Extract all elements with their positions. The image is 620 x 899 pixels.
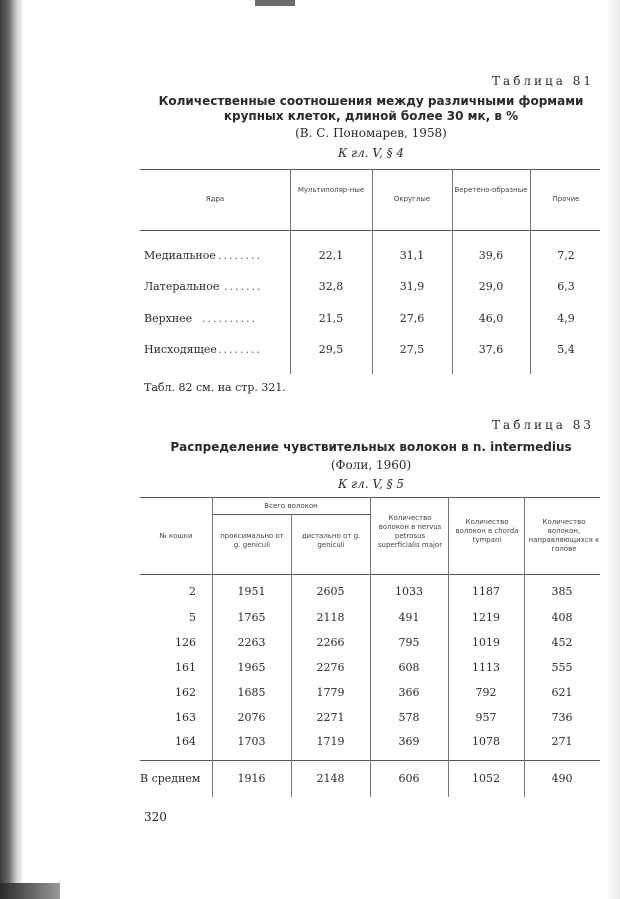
- table83-group-header: Всего волокон: [264, 502, 318, 510]
- table-cell: 32,8: [318, 280, 344, 293]
- table-cell: 2276: [316, 661, 345, 674]
- table-cell: 271: [551, 735, 573, 748]
- table-cell: 621: [551, 686, 573, 699]
- table-cell: 1685: [237, 686, 266, 699]
- scan-edge-left: [0, 0, 22, 899]
- table-cell: 491: [398, 611, 420, 624]
- table83-row-label: 161: [175, 661, 196, 674]
- table-cell: 7,2: [557, 249, 575, 262]
- table81-row-label: Медиальное: [144, 249, 216, 262]
- table-cell: 608: [398, 661, 420, 674]
- table-cell: 2076: [237, 711, 266, 724]
- table-cell: 1113: [472, 661, 500, 674]
- table-cell: 1052: [472, 772, 500, 785]
- table83-header-proximal: проксимально от g. geniculi: [220, 532, 284, 549]
- table-cell: 2263: [237, 636, 266, 649]
- table-cell: 1019: [472, 636, 500, 649]
- table81-col-divider: [290, 169, 291, 374]
- table-cell: 1033: [395, 585, 423, 598]
- table-cell: 22,1: [318, 249, 344, 262]
- leader-dots: ..........: [202, 312, 257, 325]
- table83-header-cat: № кошки: [159, 532, 193, 540]
- table81-title-line2: крупных клеток, длиной более 30 мк, в %: [223, 109, 519, 123]
- table83-number: Таблица 83: [492, 418, 594, 432]
- table-cell: 1219: [472, 611, 500, 624]
- table-cell: 1719: [316, 735, 345, 748]
- table-cell: 792: [475, 686, 497, 699]
- table-cell: 555: [551, 661, 573, 674]
- table-cell: 578: [398, 711, 420, 724]
- scan-edge-right: [606, 0, 620, 899]
- table82-reference-note: Табл. 82 см. на стр. 321.: [144, 381, 286, 394]
- table81-header-multipolar: Мультиполяр-ные: [297, 186, 365, 194]
- table83-header-chorda: Количество волокон в chorda tympani: [455, 518, 519, 544]
- table-cell: 1779: [316, 686, 345, 699]
- table83-row-label: 163: [175, 711, 196, 724]
- table81-header-other: Прочие: [552, 195, 580, 203]
- table-cell: 2266: [316, 636, 345, 649]
- table-cell: 46,0: [478, 312, 504, 325]
- table-cell: 957: [475, 711, 497, 724]
- table81-col-divider: [372, 169, 373, 374]
- scan-bottom-edge: [0, 883, 60, 899]
- table83-header-distal: дистально от g. geniculi: [301, 532, 361, 549]
- table-cell: 369: [398, 735, 420, 748]
- table-cell: 490: [551, 772, 573, 785]
- table81-top-rule: [140, 169, 600, 170]
- table-cell: 2118: [316, 611, 345, 624]
- table83-ref: К гл. V, § 5: [337, 477, 405, 491]
- table-cell: 1965: [237, 661, 266, 674]
- table81-title-line1: Количественные соотношения между различными формами: [158, 94, 584, 108]
- table-cell: 21,5: [318, 312, 344, 325]
- table-cell: 385: [551, 585, 573, 598]
- table-cell: 408: [551, 611, 573, 624]
- table81-source: (В. С. Пономарев, 1958): [295, 126, 447, 140]
- table-cell: 5,4: [557, 343, 575, 356]
- table-cell: 31,1: [399, 249, 425, 262]
- table81-col-divider: [530, 169, 531, 374]
- table81-number: Таблица 81: [492, 74, 594, 88]
- table81-row-label: Верхнее: [144, 312, 193, 325]
- table83-source: (Фоли, 1960): [330, 458, 412, 472]
- table-cell: 1703: [237, 735, 266, 748]
- table83-col-divider: [291, 514, 292, 797]
- table-cell: 27,6: [399, 312, 425, 325]
- table-cell: 1187: [472, 585, 500, 598]
- table81-header-round: Округлые: [393, 195, 431, 203]
- table83-header-head: Количество волокон, направляющихся к голове: [528, 518, 600, 553]
- table81-row-label: Латеральное: [144, 280, 220, 293]
- page-number: 320: [144, 810, 167, 824]
- table81-header-spindle: Веретено-образные: [454, 186, 528, 194]
- table-cell: 31,9: [399, 280, 425, 293]
- table83-row-label: 126: [175, 636, 196, 649]
- table-cell: 736: [551, 711, 573, 724]
- table83-row-label: 164: [175, 735, 196, 748]
- table81-header-rule: [140, 230, 600, 231]
- table83-title: Распределение чувствительных волокон в n. intermedius: [170, 440, 572, 454]
- table-cell: 2148: [316, 772, 345, 785]
- table83-header-petrosus: Количество волокон в nervus petrosus superficialis major: [377, 514, 443, 549]
- table-cell: 29,5: [318, 343, 344, 356]
- table83-average-label: В среднем: [140, 772, 201, 785]
- leader-dots: ........: [218, 343, 262, 356]
- leader-dots: ........: [218, 249, 262, 262]
- table-cell: 4,9: [557, 312, 575, 325]
- table83-row-label: 162: [175, 686, 196, 699]
- table-cell: 1916: [237, 772, 266, 785]
- table81-col-divider: [452, 169, 453, 374]
- table81-row-label: Нисходящее: [144, 343, 217, 356]
- table-cell: 452: [551, 636, 573, 649]
- book-page: [140, 0, 602, 899]
- table-cell: 366: [398, 686, 420, 699]
- leader-dots: .......: [224, 280, 263, 293]
- table83-row-label: 2: [189, 585, 196, 598]
- table-cell: 1951: [237, 585, 266, 598]
- table81-ref: К гл. V, § 4: [337, 146, 405, 160]
- table-cell: 29,0: [478, 280, 504, 293]
- table-cell: 1765: [237, 611, 266, 624]
- table81-header-nuclei: Ядра: [205, 195, 225, 203]
- table-cell: 39,6: [478, 249, 504, 262]
- table-cell: 27,5: [399, 343, 425, 356]
- table-cell: 606: [398, 772, 420, 785]
- table83-row-label: 5: [189, 611, 196, 624]
- table-cell: 2271: [316, 711, 345, 724]
- table-cell: 1078: [472, 735, 500, 748]
- table-cell: 37,6: [478, 343, 504, 356]
- table-cell: 2605: [316, 585, 345, 598]
- table-cell: 795: [398, 636, 420, 649]
- table-cell: 6,3: [557, 280, 575, 293]
